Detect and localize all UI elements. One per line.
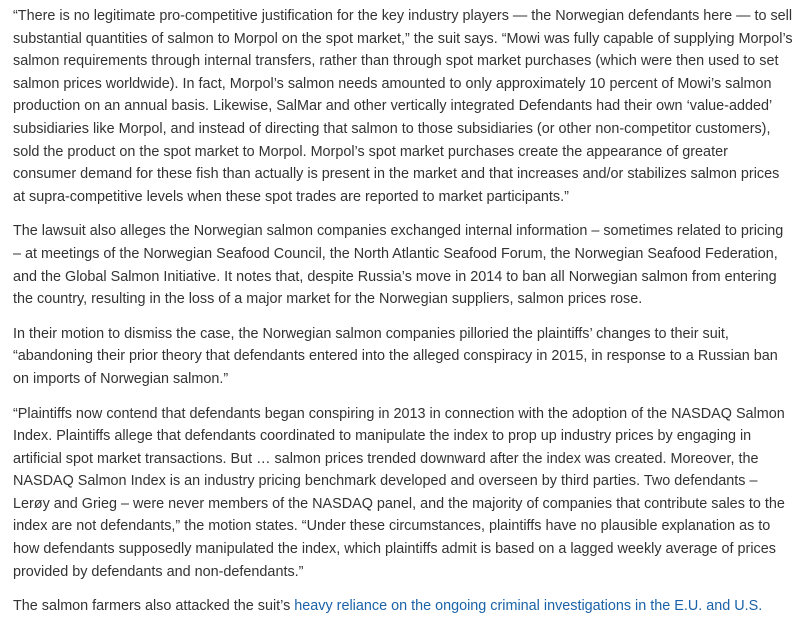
paragraph-motion-quote: “Plaintiffs now contend that defendants began conspiring in 2013 in connection with the adoption of the NASDAQ Salmon Index. Plaintiffs allege that defendants coordinated to manipulate the index to prop up industry prices by engaging in artificial spot market transactions. But … salmon prices trended downward after the index was created. Moreover, the NASDAQ Salmon Index is an industry pricing benchmark developed and overseen by third parties. Two defendants – Lerøy and Grieg – were never members of the NASDAQ panel, and the majority of companies that contribute sales to the index are not defendants,” the motion states. “Under these circumstances, plaintiffs have no plausible explanation as to how defendants supposedly manipulated the index, which plaintiffs admit is based on a lagged weekly average of prices provided by defendants and non-defendants.” [13, 405, 785, 580]
paragraph-motion-to-dismiss: In their motion to dismiss the case, the Norwegian salmon companies pilloried the plaintiffs’ changes to their suit, “abandoning their prior theory that defendants entered into the alleged conspiracy in 2015, in response to a Russian ban on imports of Norwegian salmon.” [13, 325, 778, 387]
article-body [13, 5, 793, 618]
paragraph-criminal-investigations-text: The salmon farmers also attacked the suit’s [13, 598, 295, 615]
paragraph-criminal-investigations [13, 595, 793, 618]
paragraph-information-exchange: The lawsuit also alleges the Norwegian salmon companies exchanged internal information – sometimes related to pricing – at meetings of the Norwegian Seafood Council, the North Atlantic Seafood Forum, the Norwegian Seafood Federation, and the Global Salmon Initiative. It notes that, despite Russia’s move in 2014 to ban all Norwegian salmon from entering the country, resulting in the loss of a major market for the Norwegian suppliers, salmon prices rose. [13, 223, 784, 308]
paragraph-suit-quote: “There is no legitimate pro-competitive justification for the key industry players — the Norwegian defendants here — to sell substantial quantities of salmon to Morpol on the spot market,” the suit says. “Mowi was fully capable of supplying Morpol’s salmon requirements through internal transfers, rather than through spot market purchases (which were then used to set salmon prices worldwide). In fact, Morpol’s salmon needs amounted to only approximately 10 percent of Mowi’s salmon production on an annual basis. Likewise, SalMar and other vertically integrated Defendants had their own ‘value-added’ subsidiaries like Morpol, and instead of directing that salmon to those subsidiaries (or other non-competitor customers), sold the product on the spot market to Morpol. Morpol’s spot market purchases create the appearance of greater consumer demand for these fish than actually is present in the market and that increases and/or stabilizes salmon prices at supra-competitive levels when these spot trades are reported to market participants.” [13, 8, 793, 205]
criminal-investigations-link[interactable]: heavy reliance on the ongoing criminal investigations in the E.U. and U.S. [294, 598, 763, 615]
